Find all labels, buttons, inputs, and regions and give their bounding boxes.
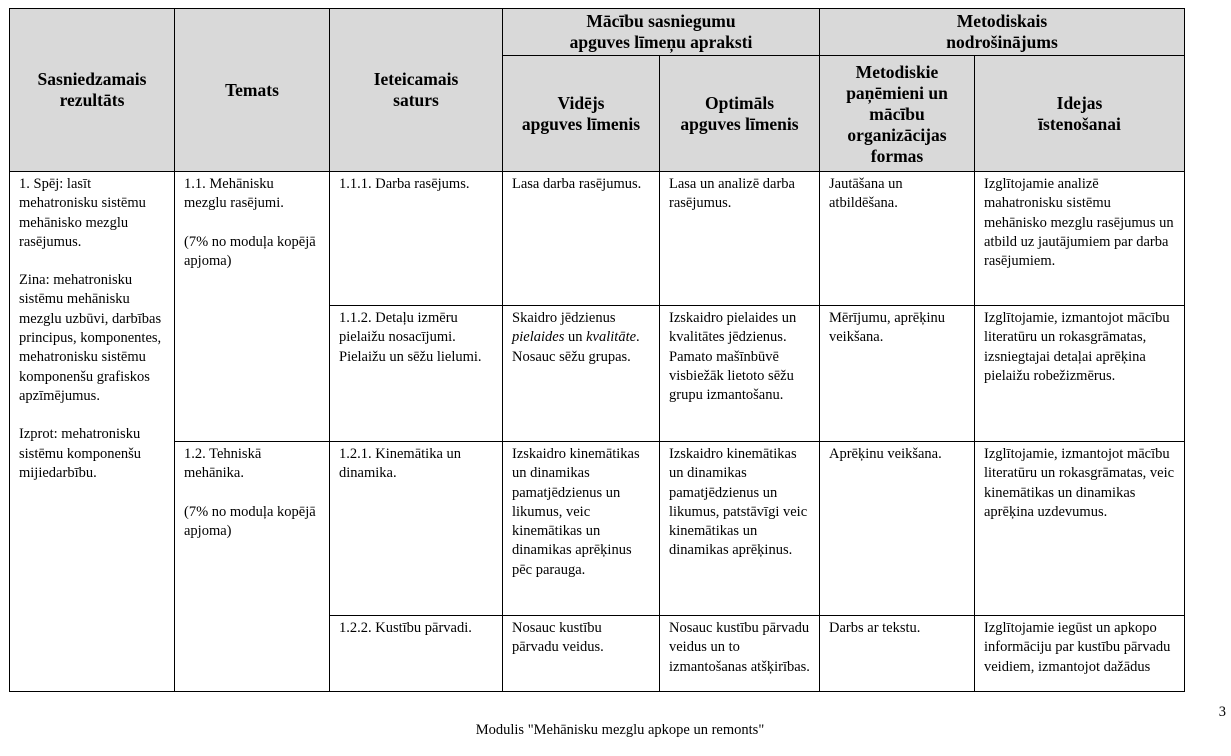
optimal-level-cell: Nosauc kustību pārvadu veidus un to izmantošanas atšķirības. (660, 616, 820, 692)
optimal-level-cell: Lasa un analizē darba rasējumus. (660, 172, 820, 306)
header-methods: Metodiskie paņēmieni un mācību organizācijas formas (820, 56, 975, 172)
result-knowledge: Zina: mehatronisku sistēmu mehānisku mezglu uzbūvi, darbības principus, komponentes, mehatronisku sistēmu komponenšu grafiskos apzīmējumus. (19, 272, 162, 404)
header-content: Ieteicamais saturs (330, 9, 503, 172)
table-row (10, 442, 1185, 616)
medium-text-e: . Nosauc sēžu grupas. (512, 329, 640, 365)
header-methodic-group: Metodiskais nodrošinājums (820, 9, 1185, 56)
topic-cell (175, 172, 330, 442)
header-result: Sasniedzamais rezultāts (10, 9, 175, 172)
methods-cell: Aprēķinu veikšana. (820, 442, 975, 616)
medium-text-c: un (567, 329, 583, 346)
content-cell: 1.1.2. Detaļu izmēru pielaižu nosacījumi. Pielaižu un sēžu lielumi. (330, 306, 503, 442)
ideas-cell: Izglītojamie analizē mahatronisku sistēmu mehānisko mezglu rasējumus un atbild uz jautājumiem par darba rasējumiem. (975, 172, 1185, 306)
medium-level-cell (503, 306, 660, 442)
topic-title: 1.1. Mehānisku mezglu rasējumi. (184, 176, 284, 212)
header-level-medium: Vidējs apguves līmenis (503, 56, 660, 172)
content-cell: 1.2.2. Kustību pārvadi. (330, 616, 503, 692)
topic-title: 1.2. Tehniskā mehānika. (184, 446, 262, 482)
medium-text-a: Skaidro jēdzienus (512, 310, 616, 326)
topic-share: (7% no moduļa kopējā apjoma) (184, 503, 316, 539)
topic-share: (7% no moduļa kopējā apjoma) (184, 233, 316, 269)
content-cell: 1.1.1. Darba rasējums. (330, 172, 503, 306)
optimal-level-cell: Izskaidro kinemātikas un dinamikas pamatjēdzienus un likumus, patstāvīgi veic kinemātikas un dinamikas aprēķinus. (660, 442, 820, 616)
optimal-level-cell: Izskaidro pielaides un kvalitātes jēdzienus. Pamato mašīnbūvē visbiežāk lietoto sēžu grupu izmantošanu. (660, 306, 820, 442)
methods-cell: Darbs ar tekstu. (820, 616, 975, 692)
term-kvalitate: kvalitāte (586, 329, 637, 346)
module-plan-table (9, 8, 1185, 692)
medium-level-cell: Lasa darba rasējumus. (503, 172, 660, 306)
methods-cell: Jautāšana un atbildēšana. (820, 172, 975, 306)
ideas-cell: Izglītojamie iegūst un apkopo informāciju par kustību pārvadu veidiem, izmantojot dažādus (975, 616, 1185, 692)
content-cell: 1.2.1. Kinemātika un dinamika. (330, 442, 503, 616)
header-ideas: Idejas īstenošanai (975, 56, 1185, 172)
term-pielaides: pielaides (512, 329, 565, 346)
header-topic: Temats (175, 9, 330, 172)
result-skills: 1. Spēj: lasīt mehatronisku sistēmu mehānisko mezglu rasējumus. (19, 176, 146, 250)
topic-cell (175, 442, 330, 692)
page-footer: Modulis "Mehānisku mezglu apkope un remonts" (475, 722, 765, 738)
page-number: 3 (1218, 704, 1226, 720)
table-row (10, 172, 1185, 306)
header-level-optimal: Optimāls apguves līmenis (660, 56, 820, 172)
header-levels-group: Mācību sasniegumu apguves līmeņu apraksti (503, 9, 820, 56)
medium-level-cell: Izskaidro kinemātikas un dinamikas pamatjēdzienus un likumus, veic kinemātikas un dinamikas aprēķinus pēc parauga. (503, 442, 660, 616)
result-cell (10, 172, 175, 692)
ideas-cell: Izglītojamie, izmantojot mācību literatūru un rokasgrāmatas, veic kinemātikas un dinamikas aprēķina uzdevumus. (975, 442, 1185, 616)
ideas-cell: Izglītojamie, izmantojot mācību literatūru un rokasgrāmatas, izsniegtajai detaļai aprēķina pielaižu robežizmērus. (975, 306, 1185, 442)
result-understanding: Izprot: mehatronisku sistēmu komponenšu mijiedarbību. (19, 426, 142, 481)
methods-cell: Mērījumu, aprēķinu veikšana. (820, 306, 975, 442)
medium-level-cell: Nosauc kustību pārvadu veidus. (503, 616, 660, 692)
